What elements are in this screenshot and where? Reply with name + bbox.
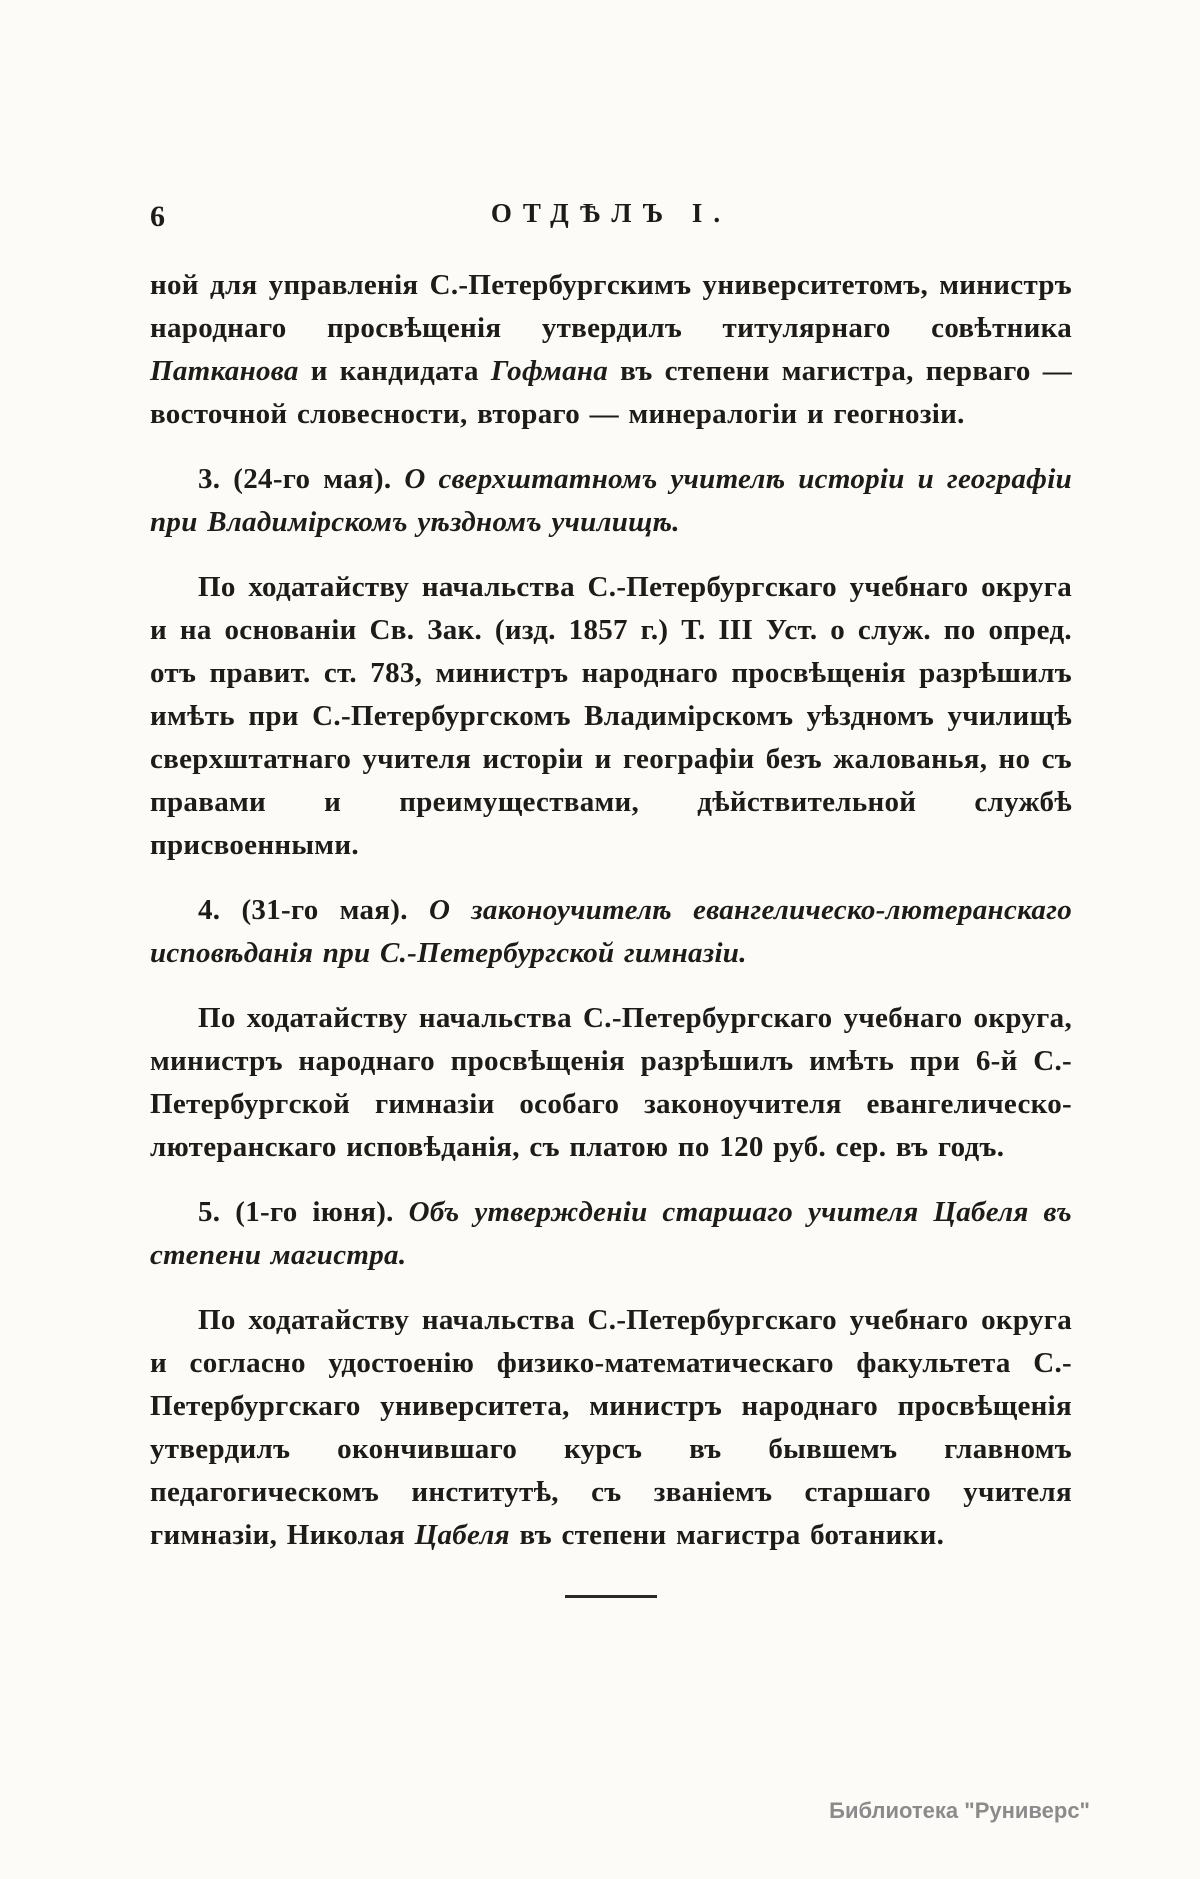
text-run: въ степени магистра ботаники. (509, 1519, 945, 1551)
text-run: ной для управленія С.-Петербургскимъ университетомъ, министръ народнаго просвѣщенія утвердилъ титулярнаго совѣтника (150, 269, 1072, 344)
text-run: По ходатайству начальства С.-Петербургскаго учебнаго округа, министръ народнаго просвѣщенія разрѣшилъ имѣть при 6-й С.-Петербургской гимназіи особаго законоучителя евангелическо-лютеранскаго исповѣданія, съ платою по 120 руб. сер. въ годъ. (150, 1002, 1072, 1163)
text-run: По ходатайству начальства С.-Петербургскаго учебнаго округа и на основаніи Св. Зак. (изд. 1857 г.) Т. III Уст. о служ. по опред. отъ правит. ст. 783, министръ народнаго просвѣщенія разрѣшилъ имѣть при С.-Петербургскомъ Владимірскомъ уѣздномъ училищѣ сверхштатнаго учителя исторіи и географіи безъ жалованья, но съ правами и преимуществами, дѣйствительной службѣ присвоенными. (150, 571, 1072, 861)
text-run: и кандидата (298, 355, 491, 387)
item-number: 3. (24-го мая). (198, 463, 405, 495)
text-run: въ степени магистра, перваго — восточной словесности, втораго — минералогіи и геогнозіи. (150, 355, 1072, 430)
page-text (150, 264, 1072, 1598)
item-title-italic: Объ утвержденіи старшаго учителя Цабеля въ степени магистра. (150, 1196, 1073, 1271)
item-heading-3 (150, 458, 1072, 544)
item-title-italic: О сверхштатномъ учителѣ исторіи и географіи при Владимірскомъ уѣздномъ училищѣ. (150, 463, 1073, 538)
item-title-italic: О законоучителѣ евангелическо-лютеранскаго исповѣданія при С.-Петербургской гимназіи. (150, 894, 1073, 969)
paragraph-continuation (150, 264, 1072, 436)
item-number: 5. (1-го іюня). (198, 1196, 409, 1228)
person-name-italic: Гофмана (490, 355, 609, 387)
text-run: По ходатайству начальства С.-Петербургскаго учебнаго округа и согласно удостоенію физико-математическаго факультета С.-Петербургскаго университета, министръ народнаго просвѣщенія утвердилъ окончившаго курсъ въ бывшемъ главномъ педагогическомъ институтѣ, съ званіемъ старшаго учителя гимназіи, Николая (150, 1304, 1072, 1551)
page-number: 6 (150, 200, 165, 233)
paragraph (150, 997, 1072, 1169)
item-number: 4. (31-го мая). (198, 894, 429, 926)
item-heading-5 (150, 1191, 1072, 1277)
page-header (150, 198, 1072, 242)
paragraph (150, 1299, 1072, 1557)
person-name-italic: Цабеля (414, 1519, 510, 1551)
item-heading-4 (150, 889, 1072, 975)
paragraph (150, 566, 1072, 867)
library-watermark: Библиотека "Руниверс" (829, 1798, 1090, 1823)
section-divider (565, 1595, 657, 1598)
section-header: ОТДѢЛЪ I. (490, 198, 732, 228)
person-name-italic: Патканова (150, 355, 299, 387)
